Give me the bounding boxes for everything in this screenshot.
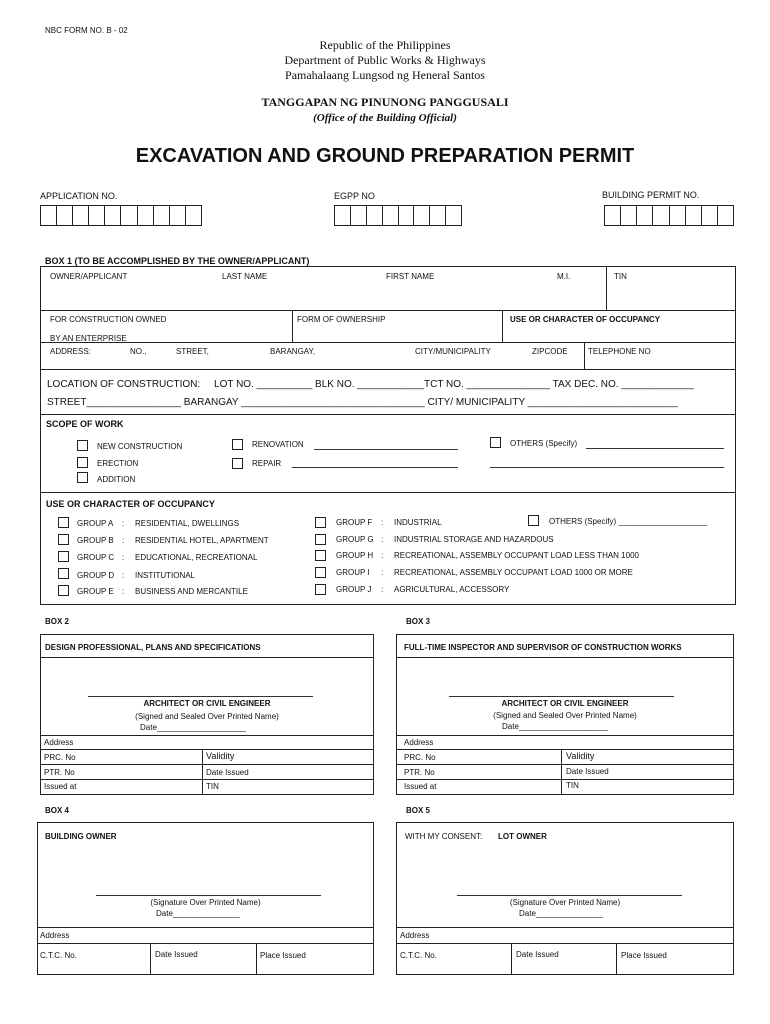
repair-line[interactable] — [292, 467, 458, 468]
box5-place-issued-label: Place Issued — [621, 951, 667, 960]
box2-date: Date____________________ — [140, 723, 246, 732]
group-d-desc: INSTITUTIONAL — [135, 571, 196, 580]
scope-title: SCOPE OF WORK — [46, 419, 124, 429]
group-j-checkbox[interactable] — [315, 584, 326, 595]
box3-validity-label: Validity — [566, 751, 595, 761]
group-f-desc: INDUSTRIAL — [394, 518, 442, 527]
group-i-code: GROUP I — [336, 568, 370, 577]
group-f-checkbox[interactable] — [315, 517, 326, 528]
box2-prc-label: PRC. No — [44, 753, 76, 762]
page-title: EXCAVATION AND GROUND PREPARATION PERMIT — [135, 145, 635, 167]
box4-ctc-label: C.T.C. No. — [40, 951, 77, 960]
group-h-checkbox[interactable] — [315, 550, 326, 561]
street-label: STREET, — [176, 347, 209, 356]
scope-of-work-box — [40, 414, 736, 493]
box3-signed-note: (Signed and Sealed Over Printed Name) — [493, 711, 637, 720]
box3-tin-label: TIN — [566, 781, 579, 790]
box4-date-issued-label: Date Issued — [155, 950, 198, 959]
group-i-desc: RECREATIONAL, ASSEMBLY OCCUPANT LOAD 1000 OR MORE — [394, 568, 633, 577]
renovation-label: RENOVATION — [252, 440, 304, 449]
group-h-desc: RECREATIONAL, ASSEMBLY OCCUPANT LOAD LESS THAN 1000 — [394, 551, 639, 560]
others-occupancy-label: OTHERS (Specify) ____________________ — [549, 517, 708, 526]
group-e-code: GROUP E — [77, 587, 114, 596]
box3-ptr-label: PTR. No — [404, 768, 435, 777]
box2-address-label: Address — [44, 738, 74, 747]
group-a-code: GROUP A — [77, 519, 114, 528]
others-scope-line-2[interactable] — [490, 467, 724, 468]
form-of-ownership-label: FORM OF OWNERSHIP — [297, 315, 386, 324]
group-e-desc: BUSINESS AND MERCANTILE — [135, 587, 248, 596]
box4-title: BUILDING OWNER — [45, 832, 117, 841]
group-b-code: GROUP B — [77, 536, 114, 545]
city-line: Pamahalaang Lungsod ng Heneral Santos — [285, 68, 485, 82]
by-enterprise-label: BY AN ENTERPRISE — [50, 334, 127, 343]
box3-title: FULL-TIME INSPECTOR AND SUPERVISOR OF CONSTRUCTION WORKS — [404, 643, 682, 652]
box3-date-issued-label: Date Issued — [566, 767, 609, 776]
last-name-label: LAST NAME — [222, 272, 268, 281]
box2-issued-at-label: Issued at — [44, 782, 77, 791]
office-title: TANGGAPAN NG PINUNONG PANGGUSALI — [261, 95, 509, 109]
box5-ctc-label: C.T.C. No. — [400, 951, 437, 960]
box3-date: Date____________________ — [502, 722, 608, 731]
owner-applicant-label: OWNER/APPLICANT — [50, 272, 128, 281]
group-f-code: GROUP F — [336, 518, 373, 527]
use-character-label: USE OR CHARACTER OF OCCUPANCY — [510, 315, 661, 324]
box3-label: BOX 3 — [406, 617, 431, 626]
box1-title: BOX 1 (TO BE ACCOMPLISHED BY THE OWNER/APPLICANT) — [45, 256, 310, 266]
mi-label: M.I. — [557, 272, 571, 281]
group-i-checkbox[interactable] — [315, 567, 326, 578]
address-label: ADDRESS: — [50, 347, 91, 356]
box3-signature-line[interactable] — [449, 696, 674, 697]
box3-sign-title: ARCHITECT OR CIVIL ENGINEER — [501, 699, 629, 708]
box2-validity-label: Validity — [206, 751, 235, 761]
egpp-no-label: EGPP NO — [334, 191, 375, 201]
box5-label: BOX 5 — [406, 806, 431, 815]
group-b-checkbox[interactable] — [58, 534, 69, 545]
zipcode-label: ZIPCODE — [532, 347, 568, 356]
group-j-desc: AGRICULTURAL, ACCESSORY — [394, 585, 510, 594]
box2-signature-line[interactable] — [88, 696, 313, 697]
application-no-label: APPLICATION NO. — [40, 191, 118, 201]
group-c-code: GROUP C — [77, 553, 115, 562]
box2-sign-title: ARCHITECT OR CIVIL ENGINEER — [143, 699, 271, 708]
box5-address-label: Address — [400, 931, 430, 940]
box3-prc-label: PRC. No — [404, 753, 436, 762]
no-label: NO., — [130, 347, 147, 356]
barangay-label: BARANGAY, — [270, 347, 316, 356]
others-scope-line[interactable] — [586, 448, 724, 449]
application-no-field[interactable] — [40, 205, 202, 226]
group-e-checkbox[interactable] — [58, 585, 69, 596]
box2-title: DESIGN PROFESSIONAL, PLANS AND SPECIFICATIONS — [45, 643, 261, 652]
box2-label: BOX 2 — [45, 617, 70, 626]
group-d-checkbox[interactable] — [58, 568, 69, 579]
box4-place-issued-label: Place Issued — [260, 951, 306, 960]
renovation-checkbox[interactable] — [232, 439, 243, 450]
location-row[interactable] — [40, 369, 736, 415]
box2-ptr-label: PTR. No — [44, 768, 75, 777]
occupancy-title: USE OR CHARACTER OF OCCUPANCY — [46, 499, 215, 509]
group-g-desc: INDUSTRIAL STORAGE AND HAZARDOUS — [394, 535, 554, 544]
box2-date-issued-label: Date Issued — [206, 768, 249, 777]
group-h-code: GROUP H — [336, 551, 374, 560]
box3-issued-at-label: Issued at — [404, 782, 437, 791]
first-name-label: FIRST NAME — [386, 272, 435, 281]
location-line-2: STREET_________________ BARANGAY _________________________________ CITY/ MUNICIPALITY ___________________________ — [47, 397, 678, 408]
box4-address-label: Address — [40, 931, 70, 940]
group-g-checkbox[interactable] — [315, 534, 326, 545]
new-construction-checkbox[interactable] — [77, 440, 88, 451]
group-c-desc: EDUCATIONAL, RECREATIONAL — [135, 553, 258, 562]
group-a-desc: RESIDENTIAL, DWELLINGS — [135, 519, 240, 528]
box2-signed-note: (Signed and Sealed Over Printed Name) — [135, 712, 279, 721]
telephone-label: TELEPHONE NO — [588, 347, 651, 356]
repair-checkbox[interactable] — [232, 458, 243, 469]
group-a-checkbox[interactable] — [58, 517, 69, 528]
box5-signature-line[interactable] — [457, 895, 682, 896]
box4-signed-note: (Signature Over Printed Name) — [150, 898, 261, 907]
department-line: Department of Public Works & Highways — [284, 53, 486, 67]
location-line-1: LOCATION OF CONSTRUCTION: LOT NO. __________ BLK NO. ____________TCT NO. _______________ TAX DEC. NO. _____________ — [47, 379, 694, 390]
tin-label: TIN — [614, 272, 627, 281]
renovation-line[interactable] — [314, 449, 458, 450]
others-scope-checkbox[interactable] — [490, 437, 501, 448]
box5-signed-note: (Signature Over Printed Name) — [509, 898, 621, 907]
others-occupancy-checkbox[interactable] — [528, 515, 539, 526]
box3-address-label: Address — [404, 738, 434, 747]
egpp-no-field[interactable] — [334, 205, 462, 226]
box5-consent-label: WITH MY CONSENT: — [405, 832, 483, 841]
box4-label: BOX 4 — [45, 806, 70, 815]
box2-tin-label: TIN — [206, 782, 219, 791]
group-j-code: GROUP J — [336, 585, 372, 594]
box4-signature-line[interactable] — [96, 895, 321, 896]
building-permit-no-label: BUILDING PERMIT NO. — [602, 190, 700, 200]
addition-label: ADDITION — [97, 475, 136, 484]
new-construction-label: NEW CONSTRUCTION — [97, 442, 183, 451]
others-scope-label: OTHERS (Specify) — [510, 439, 578, 448]
republic-line: Republic of the Philippines — [319, 38, 451, 52]
city-label: CITY/MUNICIPALITY — [415, 347, 491, 356]
group-g-code: GROUP G — [336, 535, 374, 544]
form-number: NBC FORM NO. B - 02 — [45, 26, 128, 35]
box5-date-issued-label: Date Issued — [516, 950, 559, 959]
erection-checkbox[interactable] — [77, 457, 88, 468]
for-construction-label: FOR CONSTRUCTION OWNED — [50, 315, 167, 324]
building-permit-no-field[interactable] — [604, 205, 734, 226]
group-b-desc: RESIDENTIAL HOTEL, APARTMENT — [135, 536, 269, 545]
group-c-checkbox[interactable] — [58, 551, 69, 562]
box4-date: Date_______________ — [156, 909, 240, 918]
box5-date: Date_______________ — [519, 909, 603, 918]
addition-checkbox[interactable] — [77, 472, 88, 483]
erection-label: ERECTION — [97, 459, 139, 468]
group-d-code: GROUP D — [77, 571, 115, 580]
repair-label: REPAIR — [252, 459, 282, 468]
office-subtitle: (Office of the Building Official) — [313, 112, 457, 124]
box5-title: LOT OWNER — [498, 832, 547, 841]
